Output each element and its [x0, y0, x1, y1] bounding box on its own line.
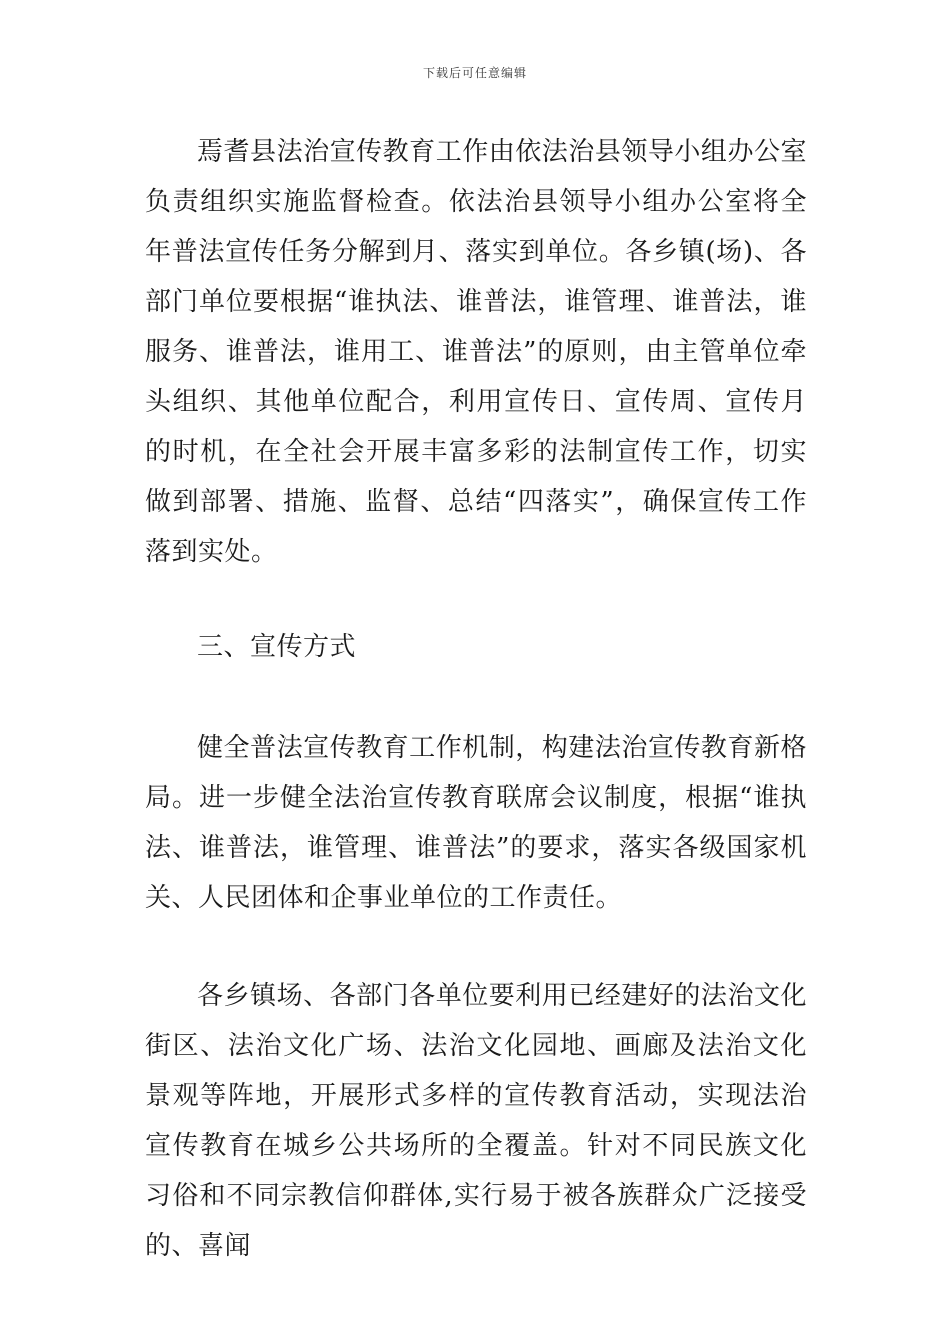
paragraph-responsibility — [145, 127, 807, 577]
paragraph-activities — [145, 971, 807, 1271]
paragraph-text: 各乡镇场、各部门各单位要利用已经建好的法治文化街区、法治文化广场、法治文化园地、画廊及法治文化景观等阵地，开展形式多样的宣传教育活动，实现法治宣传教育在城乡公共场所的全覆盖。针对不同民族文化习俗和不同宗教信仰群体,实行易于被各族群众广泛接受的、喜闻 — [145, 981, 807, 1261]
paragraph-text: 焉耆县法治宣传教育工作由依法治县领导小组办公室负责组织实施监督检查。依法治县领导小组办公室将全年普法宣传任务分解到月、落实到单位。各乡镇(场)、各部门单位要根据“谁执法、谁普法，谁管理、谁普法，谁服务、谁普法，谁用工、谁普法”的原则，由主管单位牵头组织、其他单位配合，利用宣传日、宣传周、宣传月的时机，在全社会开展丰富多彩的法制宣传工作，切实做到部署、措施、监督、总结“四落实”，确保宣传工作落到实处。 — [145, 137, 807, 567]
header-note: 下载后可任意编辑 — [422, 66, 527, 80]
paragraph-text: 健全普法宣传教育工作机制，构建法治宣传教育新格局。进一步健全法治宣传教育联席会议制度，根据“谁执法、谁普法，谁管理、谁普法”的要求，落实各级国家机关、人民团体和企事业单位的工作责任。 — [145, 733, 807, 913]
section-heading — [145, 622, 807, 672]
section-heading-text: 三、宣传方式 — [197, 632, 357, 662]
paragraph-mechanism — [145, 723, 807, 923]
